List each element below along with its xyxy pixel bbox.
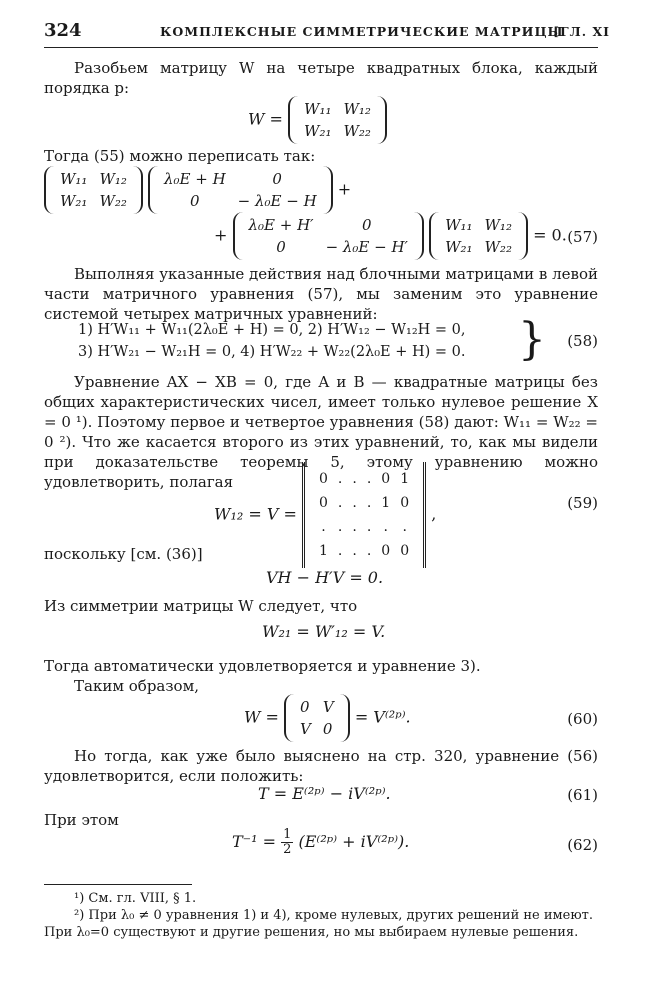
fraction-denominator: 2	[283, 842, 292, 857]
equation-58-line-2: 3) H′W₂₁ − W₂₁H = 0, 4) H′W₂₂ + W₂₂(2λ₀E + H) = 0.	[78, 344, 466, 360]
page-header	[44, 20, 610, 44]
equation-w-blocks	[248, 96, 387, 144]
eq57-rhs: = 0.	[533, 225, 567, 245]
matrix-cell: .	[352, 471, 357, 487]
equation-61: T = E⁽²ᵖ⁾ − iV⁽²ᵖ⁾.	[258, 784, 391, 803]
footnote-rule	[44, 884, 192, 885]
equation-57-line-1	[44, 166, 351, 214]
matrix-cell: 1	[319, 543, 328, 559]
equation-62	[232, 828, 409, 857]
eq59-comma: ,	[431, 504, 437, 524]
matrix-cell: V	[322, 698, 334, 716]
paragraph-8: Таким образом,	[74, 677, 200, 695]
matrix-cell: 0	[276, 238, 286, 256]
matrix-cell: 0	[190, 192, 200, 210]
equation-58-line-1: 1) H′W₁₁ + W₁₁(2λ₀E + H) = 0, 2) H′W₁₂ − W₁₂H = 0,	[78, 322, 466, 338]
eq-number-61: (61)	[567, 786, 598, 804]
matrix-cell: 0	[300, 698, 310, 716]
matrix-cell: .	[366, 495, 372, 511]
footnote-2-line-2: При λ₀=0 существуют и другие решения, но мы выбираем нулевые решения.	[44, 925, 579, 940]
eq57-plus-1: +	[337, 179, 352, 199]
matrix-cell: W₁₁	[445, 216, 473, 234]
chapter-label: [ГЛ. XI	[553, 24, 610, 39]
matrix-cell: .	[337, 543, 343, 559]
equation-w21: W₂₁ = W′₁₂ = V.	[262, 622, 386, 641]
matrix-0-v	[284, 694, 350, 742]
matrix-w-blocks-57b	[429, 212, 528, 260]
matrix-cell: λ₀E + H	[164, 170, 226, 188]
paragraph-5: поскольку [см. (36)]	[44, 545, 203, 563]
matrix-cell: 0	[381, 543, 391, 559]
matrix-cell: − λ₀E − H′	[325, 238, 408, 256]
paragraph-4: Уравнение AX − XB = 0, где A и B — квадратные матрицы без общих характеристических чисел, имеет только нулевое решение X = 0 ¹). Поэтому первое и четвертое уравнения (58) дают: W₁₁ = W₂₂ = 0 ²). Что же касается второго из этих уравнений, то, как мы видели при доказательстве теоремы 5, этому уравнению можно удовлетворить, полагая	[44, 373, 598, 491]
matrix-cell: .	[366, 471, 372, 487]
eq62-lhs: T⁻¹ =	[232, 832, 277, 851]
matrix-cell: W₂₂	[484, 238, 512, 256]
matrix-w-blocks-57a	[44, 166, 143, 214]
eq60-lhs: W =	[244, 707, 279, 727]
eq-number-57: (57)	[567, 228, 598, 246]
matrix-cell: W₂₂	[343, 122, 371, 140]
matrix-cell: .	[352, 543, 357, 559]
paragraph-6: Из симметрии матрицы W следует, что	[44, 597, 358, 615]
equation-vh: VH − H′V = 0.	[266, 568, 384, 587]
matrix-cell: W₂₂	[99, 192, 127, 210]
eq59-lhs: W₁₂ = V =	[214, 504, 297, 524]
equation-57-line-2	[214, 212, 567, 260]
matrix-cell: 1	[400, 471, 410, 487]
matrix-w-blocks	[288, 96, 387, 144]
eq-number-59: (59)	[567, 494, 598, 512]
paragraph-9: Но тогда, как уже было выяснено на стр. 320, уравнение (56) удовлетворится, если положить:	[44, 747, 598, 785]
footnote-2-line-1: ²) При λ₀ ≠ 0 уравнения 1) и 4), кроме нулевых, других решений не имеют.	[74, 908, 593, 923]
matrix-cell: W₁₂	[343, 100, 371, 118]
matrix-cell: λ₀E + H′	[248, 216, 314, 234]
matrix-cell: .	[352, 519, 357, 535]
paragraph-7: Тогда автоматически удовлетворяется и уравнение 3).	[44, 657, 481, 675]
matrix-cell: .	[337, 519, 343, 535]
eq-w-lhs: W =	[248, 109, 283, 129]
eq62-rhs: (E⁽²ᵖ⁾ + iV⁽²ᵖ⁾).	[298, 832, 410, 851]
matrix-cell: 0	[322, 720, 333, 738]
matrix-cell: 0	[361, 216, 372, 234]
matrix-cell: 1	[381, 495, 391, 511]
equation-60	[244, 694, 411, 742]
matrix-cell: .	[383, 519, 388, 535]
matrix-cell: .	[337, 471, 343, 487]
eq-number-62: (62)	[567, 836, 598, 854]
matrix-cell: 0	[381, 471, 391, 487]
matrix-cell: W₂₁	[60, 192, 88, 210]
running-title: КОМПЛЕКСНЫЕ СИММЕТРИЧЕСКИЕ МАТРИЦЫ	[160, 24, 564, 39]
matrix-cell: 0	[319, 471, 328, 487]
page-number: 324	[44, 20, 82, 41]
matrix-cell: − λ₀E − H	[237, 192, 317, 210]
matrix-cell: W₂₁	[304, 122, 332, 140]
matrix-cell: .	[352, 495, 357, 511]
matrix-cell: V	[300, 720, 311, 738]
paragraph-2: Тогда (55) можно переписать так:	[44, 147, 316, 165]
matrix-cell: 0	[272, 170, 282, 188]
fraction-one-half	[281, 828, 293, 857]
matrix-lambda-h	[148, 166, 333, 214]
matrix-cell: 0	[319, 495, 328, 511]
matrix-cell: W₂₁	[445, 238, 473, 256]
eq60-rhs: = V⁽²ᵖ⁾.	[354, 707, 411, 727]
matrix-cell: .	[337, 495, 343, 511]
paragraph-10: При этом	[44, 811, 119, 829]
fraction-numerator: 1	[283, 827, 292, 842]
right-brace: }	[518, 314, 546, 365]
matrix-lambda-h-prime	[233, 212, 424, 260]
eq-number-58: (58)	[567, 332, 598, 350]
matrix-cell: W₁₂	[484, 216, 512, 234]
eq57-plus-2: +	[214, 225, 228, 245]
matrix-cell: W₁₁	[304, 100, 332, 118]
matrix-cell: W₁₁	[60, 170, 88, 188]
matrix-cell: 0	[400, 495, 410, 511]
matrix-cell: .	[321, 519, 326, 535]
matrix-cell: 0	[400, 543, 410, 559]
matrix-cell: .	[366, 543, 372, 559]
matrix-cell: .	[366, 519, 372, 535]
paragraph-3: Выполняя указанные действия над блочными матрицами в левой части матричного уравнения (57), мы заменим это уравнение системой четырех матричных уравнений:	[44, 265, 598, 323]
matrix-cell: W₁₂	[99, 170, 127, 188]
footnote-1: ¹) См. гл. VIII, § 1.	[74, 891, 197, 906]
header-rule	[44, 47, 598, 48]
paragraph-1: Разобьем матрицу W на четыре квадратных блока, каждый порядка p:	[44, 59, 598, 97]
matrix-cell: .	[402, 519, 407, 535]
eq-number-60: (60)	[567, 710, 598, 728]
